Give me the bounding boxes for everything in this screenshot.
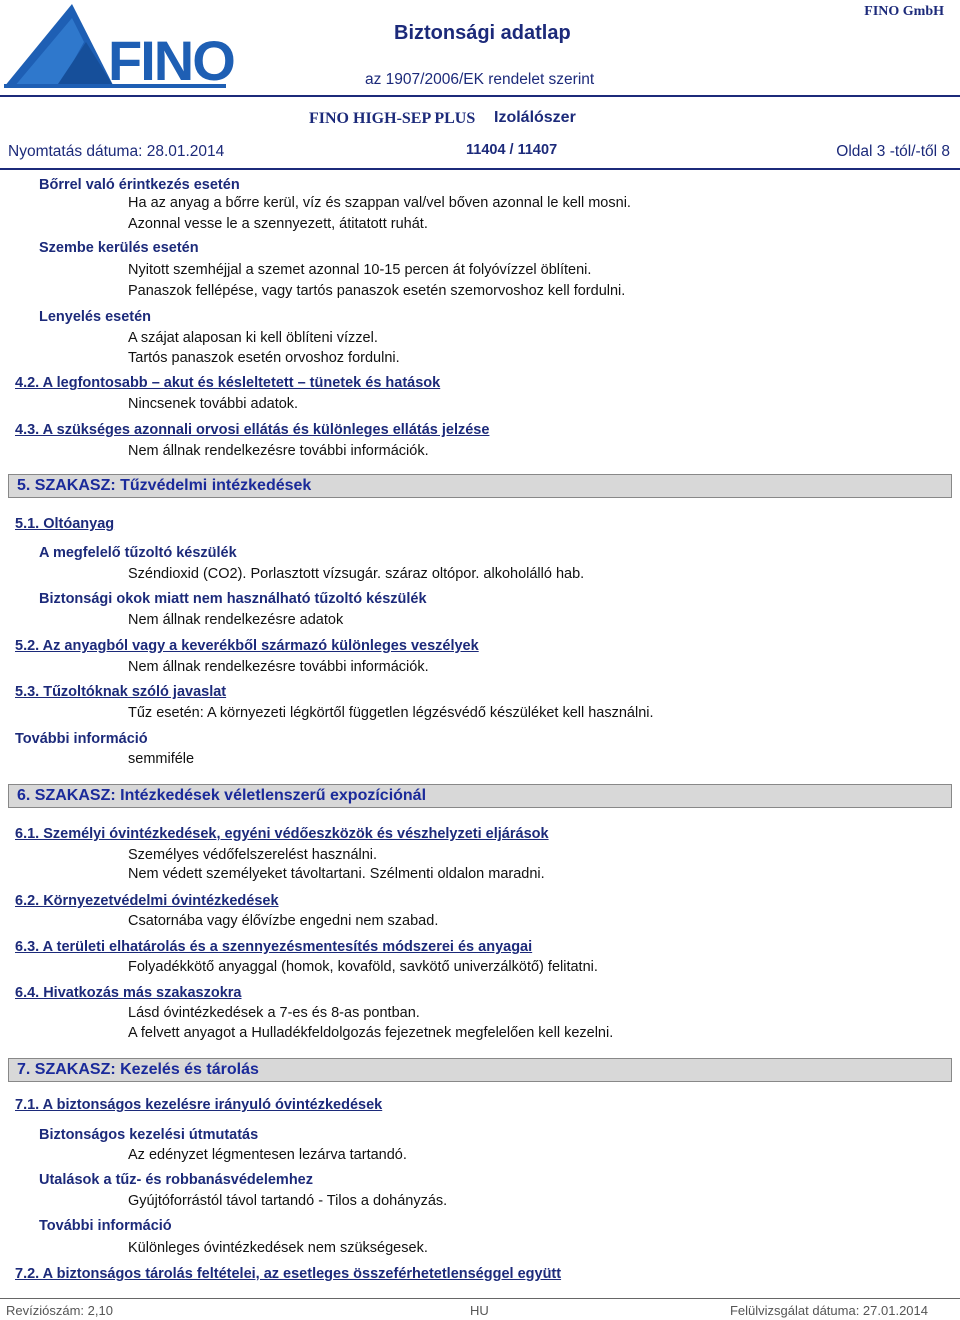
ingestion-text-1: A szájat alaposan ki kell öblíteni vízzel. [128,330,378,346]
skin-heading: Bőrrel való érintkezés esetén [39,177,240,193]
skin-text-1: Ha az anyag a bőrre kerül, víz és szappan val/vel bőven azonnal le kell mosni. [128,195,631,211]
suitable-extinguisher-heading: A megfelelő tűzoltó készülék [39,545,237,561]
eye-text-2: Panaszok fellépése, vagy tartós panaszok esetén szemorvoshoz kell fordulni. [128,283,626,299]
unsuitable-extinguisher-heading: Biztonsági okok miatt nem használható tűzoltó készülék [39,591,427,607]
section-4-2-heading: 4.2. A legfontosabb – akut és késleltetett – tünetek és hatások [15,375,441,391]
language-code: HU [470,1303,489,1318]
section-6-1-text-1: Személyes védőfelszerelést használni. [128,847,378,863]
section-5-more-text: semmiféle [128,751,195,767]
section-5-banner [8,474,952,498]
ingestion-text-2: Tartós panaszok esetén orvoshoz fordulni. [128,350,400,366]
company-name: FINO GmbH [864,4,944,19]
section-7-title: 7. SZAKASZ: Kezelés és tárolás [17,1061,259,1078]
section-5-more-heading: További információ [15,731,148,747]
fire-protection-text: Gyújtóforrástól távol tartandó - Tilos a dohányzás. [128,1193,448,1209]
ingestion-heading: Lenyelés esetén [39,309,152,325]
section-6-4-text-2: A felvett anyagot a Hulladékfeldolgozás fejezetnek megfelelően kell kezelni. [128,1025,614,1041]
unsuitable-extinguisher-text: Nem állnak rendelkezésre adatok [128,612,344,628]
section-6-2-heading: 6.2. Környezetvédelmi óvintézkedések [15,893,279,909]
revision-number: Revíziószám: 2,10 [6,1303,113,1318]
section-5-1-heading: 5.1. Oltóanyag [15,516,115,532]
product-name: FINO HIGH-SEP PLUS [309,110,476,127]
product-type: Izolálószer [494,109,576,126]
logo-text: FINO [108,29,234,92]
section-6-4-text-1: Lásd óvintézkedések a 7-es és 8-as pontban. [128,1005,420,1021]
skin-text-2: Azonnal vesse le a szennyezett, átitatott ruhát. [128,216,428,232]
doc-number: 11404 / 11407 [466,142,558,158]
fire-protection-heading: Utalások a tűz- és robbanásvédelemhez [39,1172,313,1188]
section-6-2-text: Csatornába vagy élővízbe engedni nem szabad. [128,913,439,929]
safe-handling-heading: Biztonságos kezelési útmutatás [39,1127,259,1143]
section-6-3-text: Folyadékkötő anyaggal (homok, kovaföld, savkötő univerzálkötő) felitatni. [128,959,598,975]
section-5-title: 5. SZAKASZ: Tűzvédelmi intézkedések [17,477,312,494]
section-6-banner [8,784,952,808]
section-6-3-heading: 6.3. A területi elhatárolás és a szennyezésmentesítés módszerei és anyagai [15,939,533,955]
section-5-2-text: Nem állnak rendelkezésre további információk. [128,659,429,675]
section-5-2-heading: 5.2. Az anyagból vagy a keverékből származó különleges veszélyek [15,638,479,654]
section-7-more-heading: További információ [39,1218,172,1234]
print-date: Nyomtatás dátuma: 28.01.2014 [8,143,225,160]
section-5-3-text: Tűz esetén: A környezeti légkörtől független légzésvédő készüléket kell használni. [128,705,654,721]
section-6-1-heading: 6.1. Személyi óvintézkedések, egyéni védőeszközök és vészhelyzeti eljárások [15,826,549,842]
regulation-text: az 1907/2006/EK rendelet szerint [365,71,595,88]
section-6-4-heading: 6.4. Hivatkozás más szakaszokra [15,985,242,1001]
safe-handling-text: Az edényzet légmentesen lezárva tartandó. [128,1147,407,1163]
section-4-3-text: Nem állnak rendelkezésre további információk. [128,443,429,459]
section-6-1-text-2: Nem védett személyeket távoltartani. Szélmenti oldalon maradni. [128,866,545,882]
suitable-extinguisher-text: Széndioxid (CO2). Porlasztott vízsugár. száraz oltópor. alkoholálló hab. [128,566,585,582]
section-7-1-heading: 7.1. A biztonságos kezelésre irányuló óvintézkedések [15,1097,383,1113]
section-7-banner [8,1058,952,1082]
section-7-2-heading: 7.2. A biztonságos tárolás feltételei, az esetleges összeférhetetlenséggel együtt [15,1266,562,1282]
review-date: Felülvizsgálat dátuma: 27.01.2014 [729,1303,928,1318]
document-title: Biztonsági adatlap [394,22,571,44]
eye-heading: Szembe kerülés esetén [39,240,199,256]
section-5-3-heading: 5.3. Tűzoltóknak szóló javaslat [15,684,227,700]
section-4-3-heading: 4.3. A szükséges azonnali orvosi ellátás és különleges ellátás jelzése [15,422,490,438]
page-number: Oldal 3 -tól/-től 8 [836,143,950,160]
section-4-2-text: Nincsenek további adatok. [128,396,299,412]
section-7-more-text: Különleges óvintézkedések nem szükségesek. [128,1240,428,1256]
section-6-title: 6. SZAKASZ: Intézkedések véletlenszerű expozíciónál [17,787,427,804]
eye-text-1: Nyitott szemhéjjal a szemet azonnal 10-15 percen át folyóvízzel öblíteni. [128,262,592,278]
